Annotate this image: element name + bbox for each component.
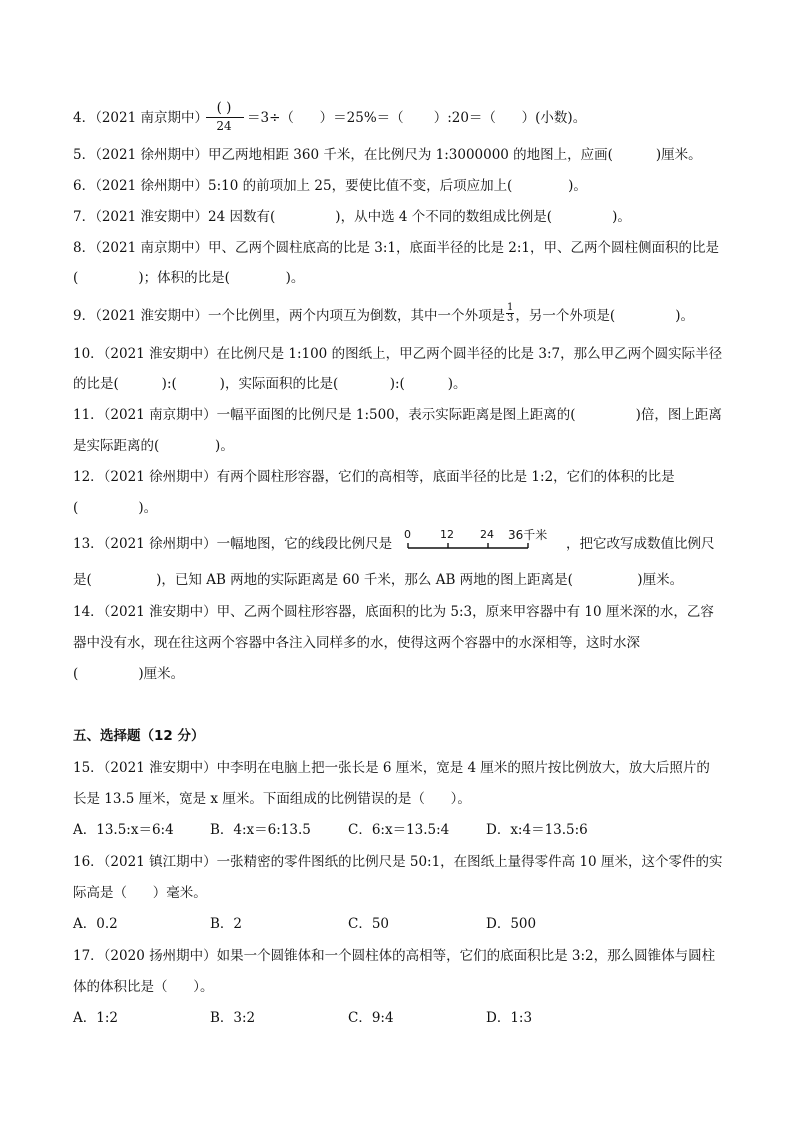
q16-option-b: B．2	[210, 916, 243, 932]
q16-line2-text: 际高是（ ）毫米。	[73, 885, 207, 901]
q4-fraction	[203, 100, 245, 136]
q17-option-a: A．1:2	[73, 1010, 118, 1026]
question-14-line-1	[73, 602, 714, 622]
scale-label-12: 12	[440, 528, 454, 541]
q8-line2-text: ( )；体积的比是( )。	[73, 270, 305, 286]
question-12-line-2	[73, 498, 157, 518]
q11-line1-text: 11．（2021 南京期中）一幅平面图的比例尺是 1:500，表示实际距离是图上距离的( )倍，图上距离	[73, 407, 722, 423]
question-14-line-3	[73, 664, 184, 684]
q17-line2-text: 体的体积比是（ ）。	[73, 979, 214, 995]
q12-line1-text: 12．（2021 徐州期中）有两个圆柱形容器，它们的高相等，底面半径的比是 1:2，它们的体积的比是	[73, 469, 675, 485]
section-5-heading: 五、选择题（12 分）	[73, 728, 205, 744]
question-15-line-2	[73, 789, 471, 809]
question-8-line-1	[73, 238, 719, 258]
q9-before-text: 9．（2021 淮安期中）一个比例里，两个内项互为倒数，其中一个外项是	[73, 308, 505, 324]
q7-text: 7．（2021 淮安期中）24 因数有( )，从中选 4 个不同的数组成比例是( )。	[73, 209, 631, 225]
question-13-line-2	[73, 570, 683, 590]
question-10-line-1	[73, 344, 722, 364]
question-7	[73, 207, 631, 227]
q10-line1-text: 10．（2021 淮安期中）在比例尺是 1:100 的图纸上，甲乙两个圆半径的比是 3:7，那么甲乙两个圆实际半径	[73, 346, 723, 362]
q13-after-text: ，把它改写成数值比例尺	[566, 536, 715, 552]
q15-line2-text: 长是 13.5 厘米，宽是 x 厘米。下面组成的比例错误的是（ ）。	[73, 791, 471, 807]
q4-fraction-numerator: ( )	[216, 100, 232, 116]
q4-fraction-bar	[206, 117, 244, 118]
question-17-line-1	[73, 946, 715, 966]
q6-text: 6．（2021 徐州期中）5:10 的前项加上 25，要使比值不变，后项应加上( )。	[73, 178, 587, 194]
q5-text: 5．（2021 徐州期中）甲乙两地相距 360 千米，在比例尺为 1:3000000 的地图上，应画( )厘米。	[73, 147, 702, 163]
question-15-line-1	[73, 758, 710, 778]
q16-option-a: A．0.2	[73, 916, 118, 932]
q15-option-d: D．x:4＝13.5:6	[486, 822, 588, 838]
question-14-line-2	[73, 633, 640, 653]
question-6	[73, 176, 587, 196]
q4-prefix: 4．（2021 南京期中）	[73, 110, 208, 126]
q9-after-text: ，另一个外项是( )。	[515, 308, 694, 324]
question-4	[73, 108, 208, 128]
question-12-line-1	[73, 467, 675, 487]
q16-option-c: C．50	[348, 916, 390, 932]
q11-line2-text: 是实际距离的( )。	[73, 438, 234, 454]
q16-option-d: D．500	[486, 916, 537, 932]
q9-fraction	[506, 303, 514, 324]
q15-option-c: C．6:x＝13.5:4	[348, 822, 450, 838]
q8-line1-text: 8．（2021 南京期中）甲、乙两个圆柱底高的比是 3:1，底面半径的比是 2:1，甲、乙两个圆柱侧面积的比是	[73, 240, 720, 256]
q17-option-b: B．3:2	[210, 1010, 256, 1026]
scale-label-24: 24	[480, 528, 494, 541]
q15-option-b: B．4:x＝6:13.5	[210, 822, 311, 838]
question-9	[73, 302, 694, 327]
scale-label-0: 0	[404, 528, 411, 541]
q17-line1-text: 17．（2020 扬州期中）如果一个圆锥体和一个圆柱体的高相等，它们的底面积比是 3:2，那么圆锥体与圆柱	[73, 948, 716, 964]
q15-line1-text: 15．（2021 淮安期中）中李明在电脑上把一张长是 6 厘米，宽是 4 厘米的照片按比例放大，放大后照片的	[73, 760, 710, 776]
question-17-line-2	[73, 977, 214, 997]
q15-option-a: A．13.5:x＝6:4	[73, 822, 174, 838]
q17-option-d: D．1:3	[486, 1010, 533, 1026]
scale-label-36km: 36千米	[508, 528, 548, 542]
q17-option-c: C．9:4	[348, 1010, 394, 1026]
question-11-line-2	[73, 436, 234, 456]
q13-line2-text: 是( )，已知 AB 两地的实际距离是 60 千米，那么 AB 两地的图上距离是( )厘米。	[73, 572, 684, 588]
question-16-line-1	[73, 852, 722, 872]
question-13-line-1	[73, 534, 392, 554]
question-11-line-1	[73, 405, 722, 425]
question-10-line-2	[73, 374, 466, 394]
question-13-line-1-after	[566, 534, 715, 554]
q16-line1-text: 16．（2021 镇江期中）一张精密的零件图纸的比例尺是 50:1，在图纸上量得零件高 10 厘米，这个零件的实	[73, 854, 723, 870]
q13-before-text: 13．（2021 徐州期中）一幅地图，它的线段比例尺是	[73, 536, 393, 552]
q10-line2-text: 的比是( ):( )，实际面积的比是( ):( )。	[73, 376, 467, 392]
q14-line1-text: 14．（2021 淮安期中）甲、乙两个圆柱形容器，底面积的比为 5:3，原来甲容器中有 10 厘米深的水，乙容	[73, 604, 714, 620]
question-5	[73, 145, 702, 165]
q9-fraction-denominator: 3	[507, 313, 514, 324]
q4-rest	[247, 108, 586, 128]
q14-line3-text: ( )厘米。	[73, 666, 185, 682]
q4-fraction-denominator: 24	[216, 119, 232, 133]
line-scale-bar	[402, 530, 562, 558]
q4-rest-text: ＝3÷（ ）＝25%＝（ ）:20＝（ ）(小数)。	[247, 110, 587, 126]
question-8-line-2	[73, 268, 304, 288]
question-16-line-2	[73, 883, 207, 903]
q9-fraction-numerator: 1	[507, 302, 514, 313]
q14-line2-text: 器中没有水，现在往这两个容器中各注入同样多的水，使得这两个容器中的水深相等，这时水深	[73, 635, 640, 651]
q12-line2-text: ( )。	[73, 500, 158, 516]
